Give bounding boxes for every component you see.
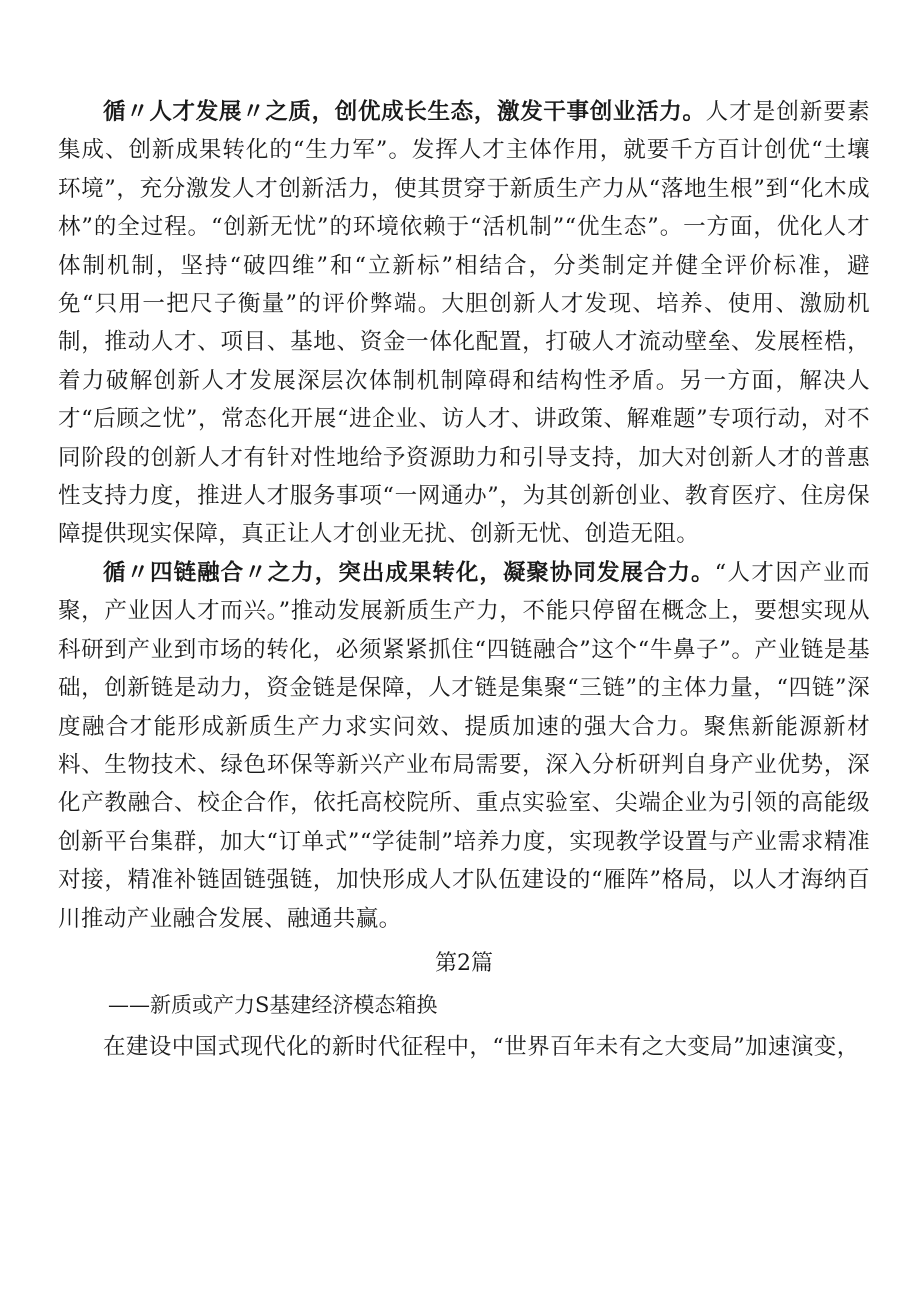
article-subtitle: ——新质或产力S基建经济模态箱换 bbox=[108, 992, 438, 1017]
paragraph-opening: 在建设中国式现代化的新时代征程中，“世界百年未有之大变局”加速演变， bbox=[103, 1033, 860, 1060]
paragraph-four-chain-integration bbox=[58, 554, 870, 938]
paragraph-talent-development bbox=[58, 93, 870, 554]
paragraph-body: 人才是创新要素集成、创新成果转化的“生力军”。发挥人才主体作用，就要千方百计创优“土壤环境”，充分激发人才创新活力，使其贯穿于新质生产力从“落地生根”到“化木成林”的全过程。“创新无忧”的环境依赖于“活机制”“优生态”。一方面，优化人才体制机制，坚持“破四维”和“立新标”相结合，分类制定并健全评价标准，避免“只用一把尺子衡量”的评价弊端。大胆创新人才发现、培养、使用、激励机制，推动人才、项目、基地、资金一体化配置，打破人才流动壁垒、发展桎梏，着力破解创新人才发展深层次体制机制障碍和结构性矛盾。另一方面，解决人才“后顾之忧”，常态化开展“进企业、访人才、讲政策、解难题”专项行动，对不同阶段的创新人才有针对性地给予资源助力和引导支持，加大对创新人才的普惠性支持力度，推进人才服务事项“一网通办”，为其创新创业、教育医疗、住房保障提供现实保障，真正让人才创业无扰、创新无忧、创造无阻。 bbox=[58, 99, 870, 548]
paragraph-lead-heading: 循〃四链融合〃之力，突出成果转化，凝聚协同发展合力。 bbox=[103, 559, 715, 586]
paragraph-lead-heading: 循〃人才发展〃之质，创优成长生态，激发干事创业活力。 bbox=[103, 99, 706, 125]
paragraph-body: “人才因产业而聚，产业因人才而兴。”推动发展新质生产力，不能只停留在概念上，要想实现从科研到产业到市场的转化，必须紧紧抓住“四链融合”这个“牛鼻子”。产业链是基础，创新链是动力，资金链是保障，人才链是集聚“三链”的主体力量，“四链”深度融合才能形成新质生产力求实问效、提质加速的强大合力。聚焦新能源新材料、生物技术、绿色环保等新兴产业布局需要，深入分析研判自身产业优势，深化产教融合、校企合作，依托高校院所、重点实验室、尖端企业为引领的高能级创新平台集群，加大“订单式”“学徒制”培养力度，实现教学设置与产业需求精准对接，精准补链固链强链，加快形成人才队伍建设的“雁阵”格局，以人才海纳百川推动产业融合发展、融通共赢。 bbox=[58, 559, 870, 932]
document-page bbox=[58, 93, 870, 1066]
section-heading: 第2篇 bbox=[435, 950, 493, 976]
